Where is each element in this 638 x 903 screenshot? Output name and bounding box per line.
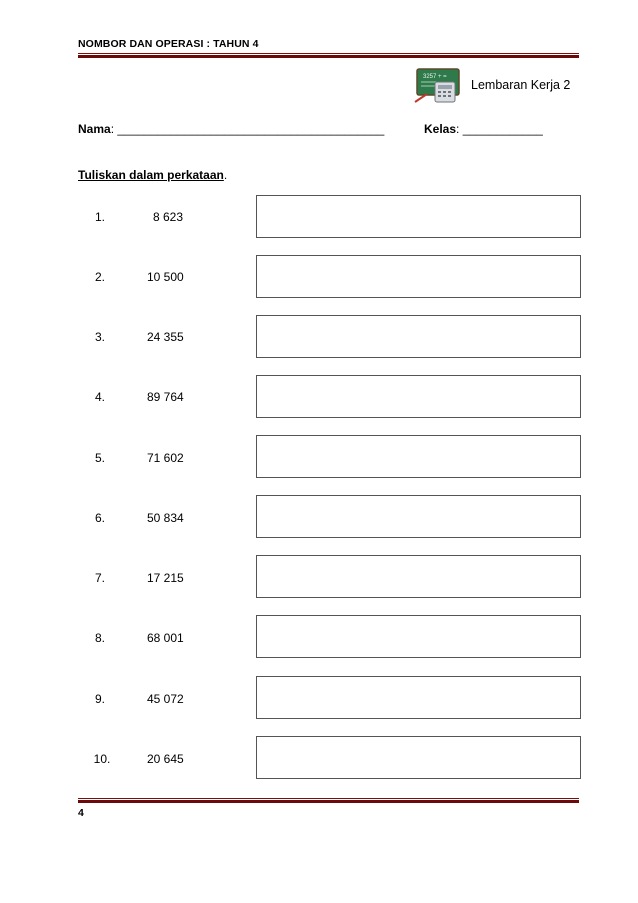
question-value: 68 001: [147, 631, 184, 645]
question-value: 8 623: [153, 210, 184, 224]
question-value: 71 602: [147, 451, 184, 465]
question-value: 24 355: [147, 330, 184, 344]
question-value: 89 764: [147, 390, 184, 404]
question-number: 1.: [94, 210, 105, 224]
question-value: 17 215: [147, 571, 184, 585]
document-header-title: NOMBOR DAN OPERASI : TAHUN 4: [78, 38, 259, 50]
question-number: 7.: [94, 571, 105, 585]
worksheet-label: Lembaran Kerja 2: [471, 78, 571, 92]
question-number: 9.: [94, 692, 105, 706]
question-number: 3.: [94, 330, 105, 344]
math-chalkboard-clipart: [413, 68, 463, 104]
answer-box[interactable]: [256, 495, 581, 538]
question-number: 5.: [94, 451, 105, 465]
clipart-text: 3257 + =: [423, 74, 447, 80]
instruction: [78, 168, 227, 182]
name-label: Nama: [78, 122, 111, 136]
question-value: 45 072: [147, 692, 184, 706]
answer-box[interactable]: [256, 255, 581, 298]
instruction-suffix: .: [223, 168, 228, 182]
answer-box[interactable]: [256, 195, 581, 238]
question-number: 10.: [93, 752, 111, 766]
instruction-text: Tuliskan dalam perkataan: [78, 168, 224, 182]
footer-rule: [78, 798, 579, 803]
name-field[interactable]: [78, 122, 384, 136]
question-number: 8.: [94, 631, 105, 645]
name-blank: : ________________________________________: [110, 122, 385, 136]
question-value: 20 645: [147, 752, 184, 766]
answer-box[interactable]: [256, 555, 581, 598]
answer-box[interactable]: [256, 315, 581, 358]
question-value: 50 834: [147, 511, 184, 525]
class-field[interactable]: [424, 122, 543, 136]
question-value: 10 500: [147, 270, 184, 284]
question-number: 4.: [94, 390, 105, 404]
page-number: 4: [78, 807, 84, 819]
answer-box[interactable]: [256, 375, 581, 418]
class-blank: : ____________: [456, 122, 543, 136]
question-number: 6.: [94, 511, 105, 525]
class-label: Kelas: [424, 122, 457, 136]
answer-box[interactable]: [256, 736, 581, 779]
answer-box[interactable]: [256, 615, 581, 658]
question-number: 2.: [94, 270, 105, 284]
answer-box[interactable]: [256, 676, 581, 719]
answer-box[interactable]: [256, 435, 581, 478]
header-rule: [78, 53, 579, 58]
